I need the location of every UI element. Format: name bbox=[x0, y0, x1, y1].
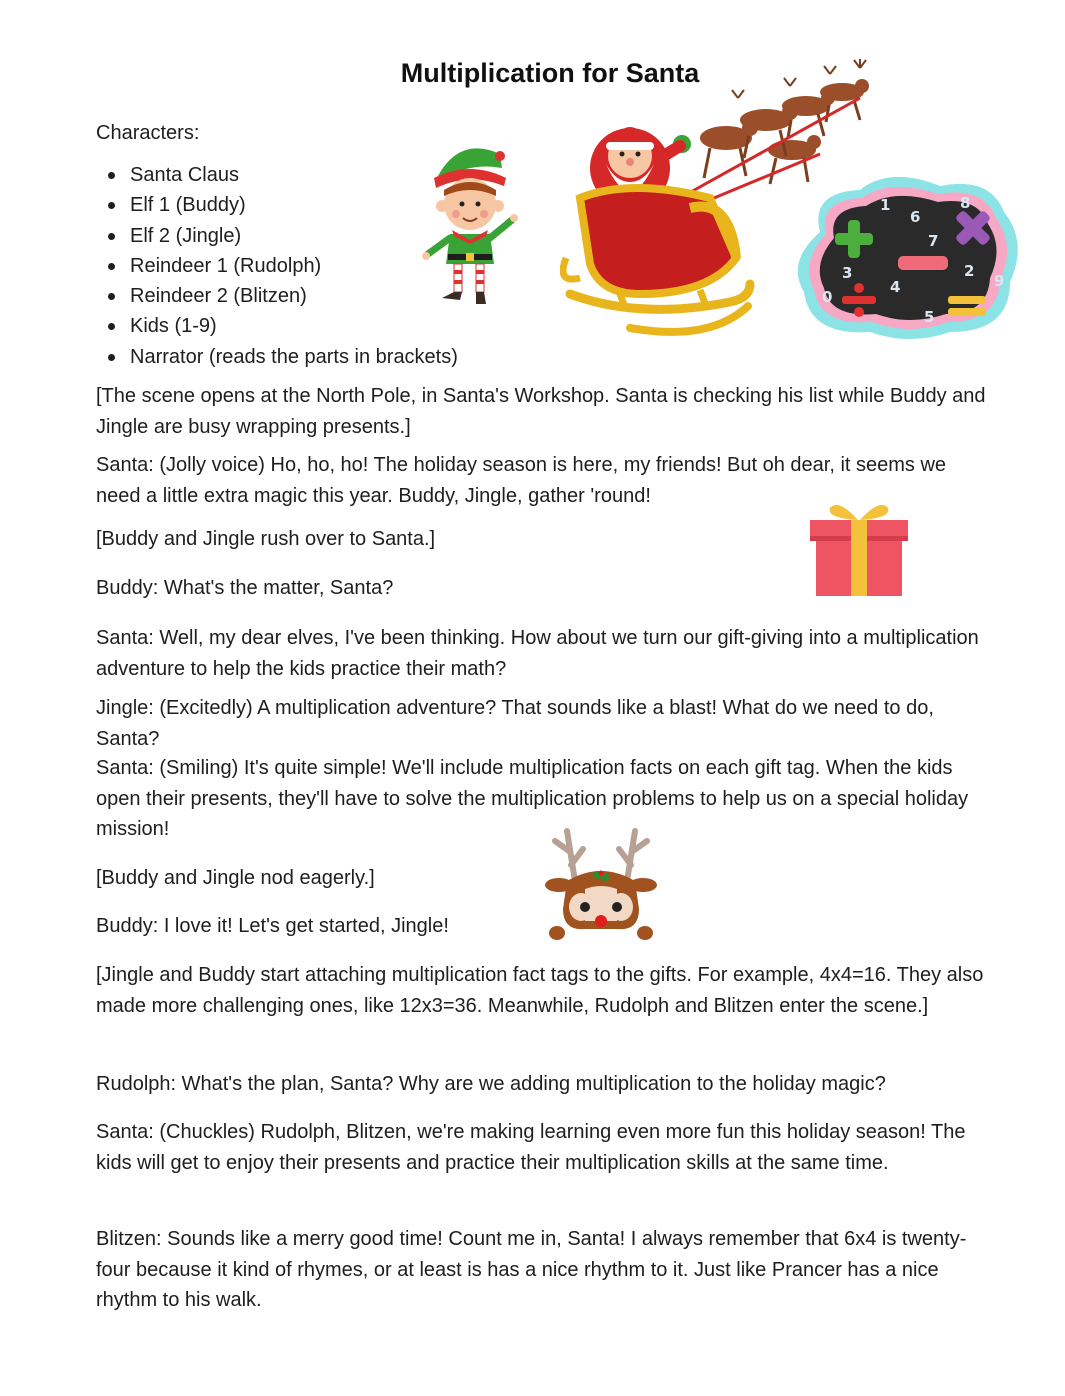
chalk-digit: 5 bbox=[924, 308, 935, 326]
chalk-digit: 0 bbox=[822, 288, 833, 306]
chalk-digit: 6 bbox=[910, 208, 921, 226]
script-paragraph: Buddy: I love it! Let's get started, Jingle! bbox=[96, 915, 449, 937]
chalk-digit: 9 bbox=[994, 272, 1005, 290]
script-paragraph: Santa: (Jolly voice) Ho, ho, ho! The holiday season is here, my friends! But oh dear, it seems we need a little extra magic this year. Buddy, Jingle, gather 'round! bbox=[96, 454, 947, 507]
characters-list bbox=[96, 160, 458, 372]
chalk-digit: 2 bbox=[964, 262, 975, 280]
characters-label: Characters: bbox=[96, 122, 200, 144]
list-item: Reindeer 1 (Rudolph) bbox=[96, 251, 458, 281]
script-paragraph: Santa: Well, my dear elves, I've been thinking. How about we turn our gift-giving into a multiplication adventure to help the kids practice their math? bbox=[96, 627, 979, 680]
math-chalkboard-illustration bbox=[790, 172, 1026, 344]
script-paragraph: Jingle: (Excitedly) A multiplication adventure? That sounds like a blast! What do we need to do, Santa? bbox=[96, 697, 934, 750]
script-paragraph: [Jingle and Buddy start attaching multiplication fact tags to the gifts. For example, 4x4=16. They also made more challenging ones, like 12x3=36. Meanwhile, Rudolph and Blitzen enter the scene.] bbox=[96, 964, 984, 1017]
page-title: Multiplication for Santa bbox=[400, 58, 700, 88]
chalk-digit: 3 bbox=[842, 264, 853, 282]
list-item: Reindeer 2 (Blitzen) bbox=[96, 281, 458, 311]
reindeer-face-illustration bbox=[545, 825, 657, 943]
script-paragraph: Rudolph: What's the plan, Santa? Why are we adding multiplication to the holiday magic? bbox=[96, 1073, 886, 1095]
chalk-digit: 8 bbox=[960, 194, 971, 212]
script-paragraph: Santa: (Smiling) It's quite simple! We'll include multiplication facts on each gift tag. When the kids open their presents, they'll have to solve the multiplication problems to help us on a special holiday mission! bbox=[96, 757, 969, 840]
chalk-digit: 4 bbox=[890, 278, 901, 296]
gift-box-illustration bbox=[808, 498, 910, 598]
script-paragraph: Santa: (Chuckles) Rudolph, Blitzen, we're making learning even more fun this holiday season! The kids will get to enjoy their presents and practice their multiplication skills at the same time. bbox=[96, 1121, 966, 1174]
chalk-digit: 7 bbox=[928, 232, 939, 250]
list-item: Narrator (reads the parts in brackets) bbox=[96, 342, 458, 372]
list-item: Elf 1 (Buddy) bbox=[96, 190, 458, 220]
script-paragraph: [Buddy and Jingle rush over to Santa.] bbox=[96, 528, 436, 550]
script-paragraph: Blitzen: Sounds like a merry good time! Count me in, Santa! I always remember that 6x4 is twenty-four because it kind of rhymes, or at least is has a nice rhythm to it. Just like Prancer has a nice rhythm to his walk. bbox=[96, 1228, 967, 1311]
chalk-digit: 1 bbox=[880, 196, 891, 214]
list-item: Elf 2 (Jingle) bbox=[96, 221, 458, 251]
script-paragraph: [Buddy and Jingle nod eagerly.] bbox=[96, 867, 375, 889]
list-item: Santa Claus bbox=[96, 160, 458, 190]
elf-illustration bbox=[420, 138, 520, 308]
script-paragraph: Buddy: What's the matter, Santa? bbox=[96, 577, 394, 599]
list-item: Kids (1-9) bbox=[96, 311, 458, 341]
script-paragraph: [The scene opens at the North Pole, in Santa's Workshop. Santa is checking his list while Buddy and Jingle are busy wrapping presents.] bbox=[96, 385, 986, 438]
